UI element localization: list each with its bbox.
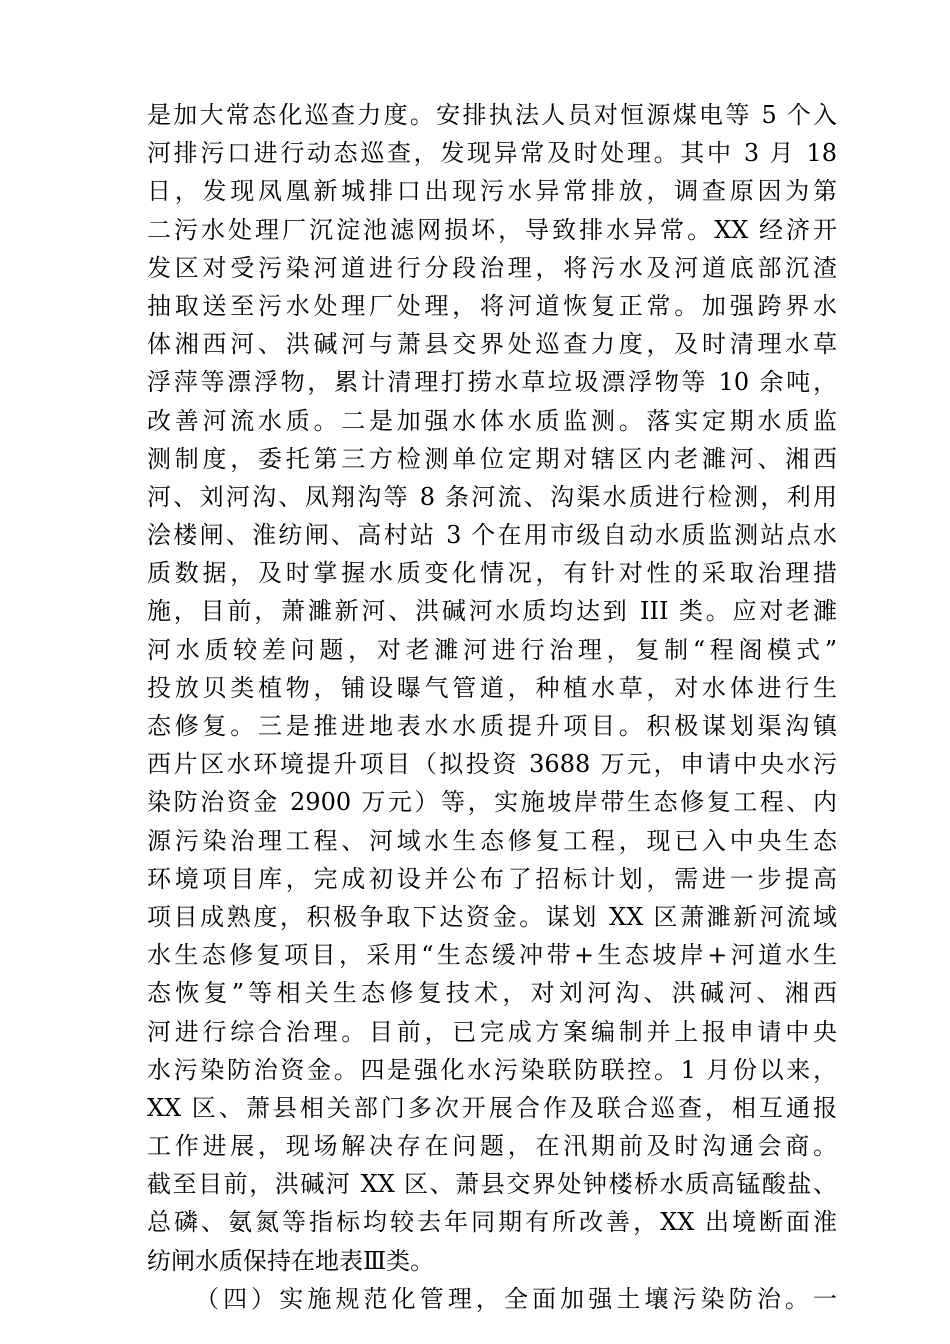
text-line: 纺闸水质保持在地表Ⅲ类。 [147, 1246, 435, 1275]
text-line: 水生态修复项目，采用“生态缓冲带+生态坡岸+河道水生 [147, 941, 837, 970]
text-line: 西片区水环境提升项目（拟投资 3688 万元，申请中央水污 [147, 750, 837, 779]
text-line: 施，目前，萧濉新河、洪碱河水质均达到 III 类。应对老濉 [147, 597, 837, 626]
text-line: 工作进展，现场解决存在问题，在汛期前及时沟通会商。 [147, 1132, 837, 1161]
text-line: 二污水处理厂沉淀池滤网损坏，导致排水异常。XX 经济开 [147, 215, 837, 244]
text-line: 体湘西河、洪碱河与萧县交界处巡查力度，及时清理水草 [147, 330, 837, 359]
text-line: 河、刘河沟、凤翔沟等 8 条河流、沟渠水质进行检测，利用 [147, 482, 837, 511]
text-line: 投放贝类植物，铺设曝气管道，种植水草，对水体进行生 [147, 673, 837, 702]
text-line: 质数据，及时掌握水质变化情况，有针对性的采取治理措 [147, 559, 837, 588]
text-line: 河进行综合治理。目前，已完成方案编制并上报申请中央 [147, 1017, 837, 1046]
body-text [147, 96, 837, 1318]
text-line: 水污染防治资金。四是强化水污染联防联控。1 月份以来， [147, 1055, 837, 1084]
text-line: 染防治资金 2900 万元）等，实施坡岸带生态修复工程、内 [147, 788, 837, 817]
text-line: 态修复。三是推进地表水水质提升项目。积极谋划渠沟镇 [147, 712, 837, 740]
text-line: 截至目前，洪碱河 XX 区、萧县交界处钟楼桥水质高锰酸盐、 [147, 1170, 837, 1199]
text-line: 源污染治理工程、河域水生态修复工程，现已入中央生态 [147, 826, 837, 855]
text-line: 测制度，委托第三方检测单位定期对辖区内老濉河、湘西 [147, 444, 837, 473]
text-line: 是加大常态化巡查力度。安排执法人员对恒源煤电等 5 个入 [147, 101, 837, 129]
text-line: 总磷、氨氮等指标均较去年同期有所改善，XX 出境断面淮 [147, 1208, 837, 1237]
text-line: 河排污口进行动态巡查，发现异常及时处理。其中 3 月 18 [147, 139, 837, 168]
text-line: 浍楼闸、淮纺闸、高村站 3 个在用市级自动水质监测站点水 [147, 521, 837, 550]
text-line: 发区对受污染河道进行分段治理，将污水及河道底部沉渣 [147, 253, 837, 282]
text-line: 浮萍等漂浮物，累计清理打捞水草垃圾漂浮物等 10 余吨， [147, 368, 837, 397]
text-line: 日，发现凤凰新城排口出现污水异常排放，调查原因为第 [147, 177, 837, 206]
text-line: 河水质较差问题，对老濉河进行治理，复制“程阁模式” [147, 635, 837, 664]
text-line: 环境项目库，完成初设并公布了招标计划，需进一步提高 [147, 864, 837, 893]
text-line: 态恢复”等相关生态修复技术，对刘河沟、洪碱河、湘西 [147, 979, 837, 1008]
text-line: 项目成熟度，积极争取下达资金。谋划 XX 区萧濉新河流域 [147, 902, 837, 931]
text-line: XX 区、萧县相关部门多次开展合作及联合巡查，相互通报 [147, 1093, 837, 1122]
text-line: 抽取送至污水处理厂处理，将河道恢复正常。加强跨界水 [147, 291, 837, 320]
section-heading-line: （四）实施规范化管理，全面加强土壤污染防治。一 [195, 1284, 837, 1313]
text-line: 改善河流水质。二是加强水体水质监测。落实定期水质监 [147, 406, 837, 435]
